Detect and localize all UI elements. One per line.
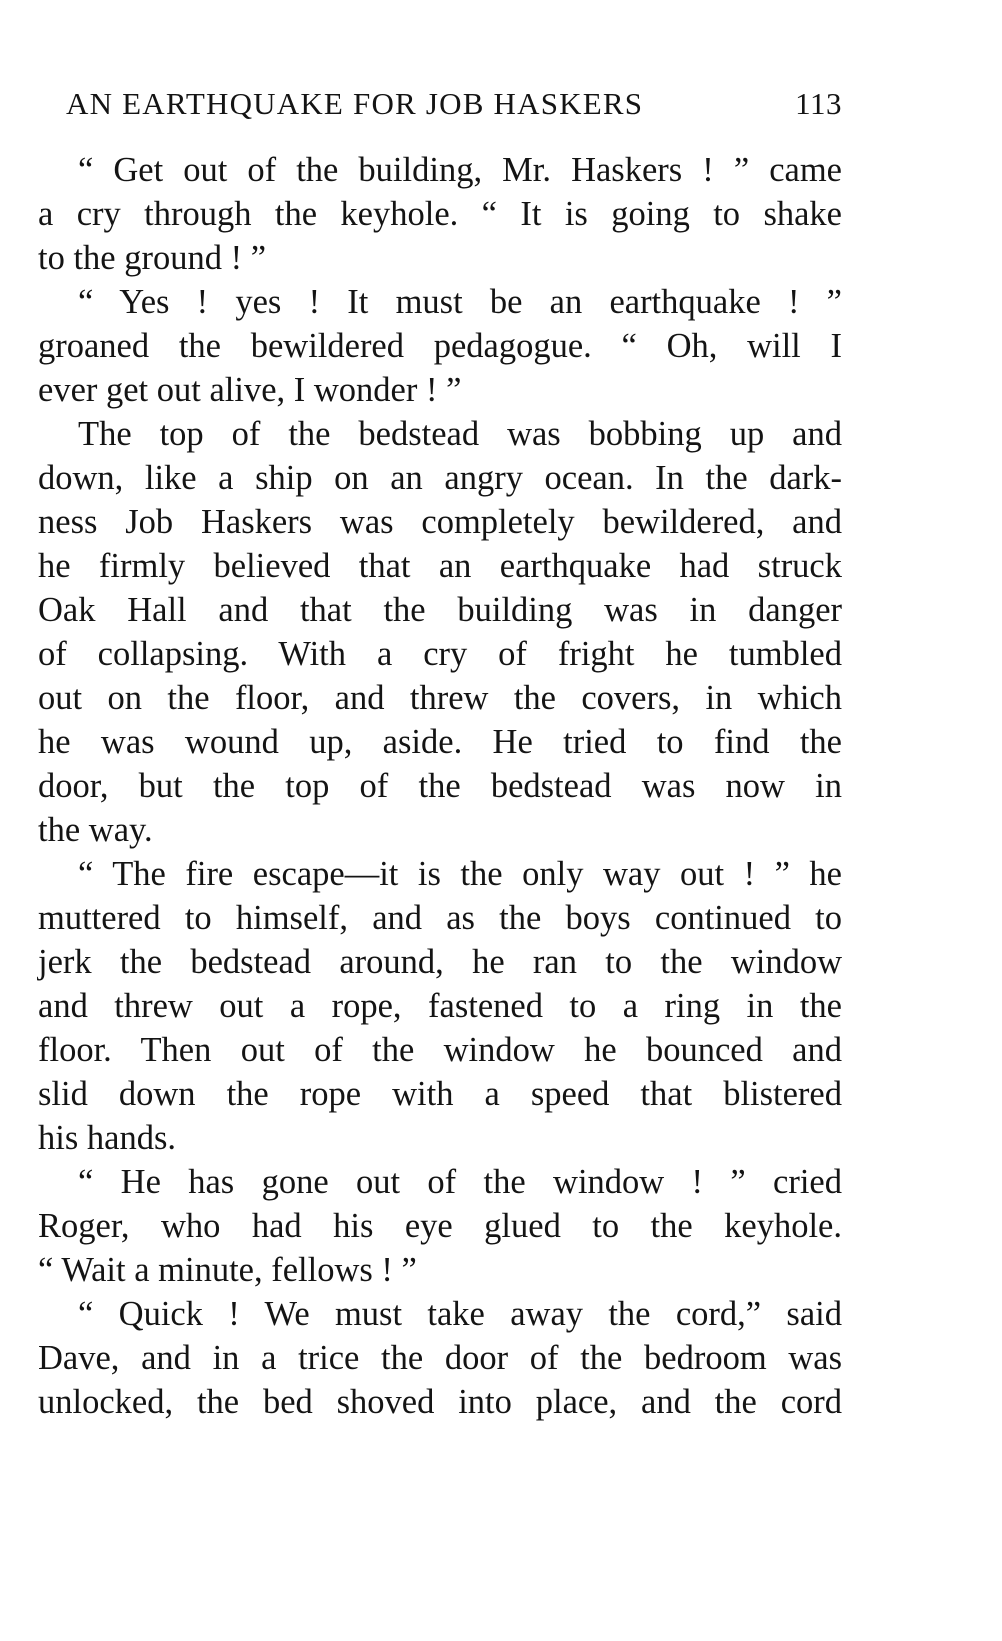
text-line: jerk the bedstead around, he ran to the window (38, 943, 842, 981)
page-number: 113 (795, 86, 842, 121)
paragraph-3 (38, 412, 842, 852)
text-line: “ Wait a minute, fellows ! ” (38, 1251, 417, 1289)
text-line: “ Quick ! We must take away the cord,” said (78, 1295, 842, 1333)
text-line: and threw out a rope, fastened to a ring in the (38, 987, 842, 1025)
paragraph-5 (38, 1160, 842, 1292)
text-line: of collapsing. With a cry of fright he tumbled (38, 635, 842, 673)
text-line: “ Get out of the building, Mr. Haskers ! ” came (78, 151, 842, 189)
paragraph-6 (38, 1292, 842, 1424)
text-line: slid down the rope with a speed that blistered (38, 1075, 842, 1113)
text-line: “ The fire escape—it is the only way out ! ” he (78, 855, 842, 893)
text-line: Oak Hall and that the building was in danger (38, 591, 842, 629)
text-line: floor. Then out of the window he bounced and (38, 1031, 842, 1069)
text-line: his hands. (38, 1119, 176, 1157)
text-line: “ He has gone out of the window ! ” cried (78, 1163, 842, 1201)
text-line: out on the floor, and threw the covers, in which (38, 679, 842, 717)
text-line: ever get out alive, I wonder ! ” (38, 371, 462, 409)
running-head (66, 86, 842, 134)
text-line: “ Yes ! yes ! It must be an earthquake ! ” (78, 283, 842, 321)
text-line: muttered to himself, and as the boys continued to (38, 899, 842, 937)
text-line: to the ground ! ” (38, 239, 267, 277)
paragraph-2 (38, 280, 842, 412)
text-line: the way. (38, 811, 153, 849)
text-line: door, but the top of the bedstead was now in (38, 767, 842, 805)
text-line: ness Job Haskers was completely bewildered, and (38, 503, 842, 541)
paragraph-1 (38, 148, 842, 280)
text-line: he firmly believed that an earthquake had struck (38, 547, 842, 585)
text-line: a cry through the keyhole. “ It is going to shake (38, 195, 842, 233)
text-line: Dave, and in a trice the door of the bedroom was (38, 1339, 842, 1377)
paragraph-4 (38, 852, 842, 1160)
text-line: Roger, who had his eye glued to the keyhole. (38, 1207, 842, 1245)
text-line: he was wound up, aside. He tried to find the (38, 723, 842, 761)
text-line: The top of the bedstead was bobbing up and (78, 415, 842, 453)
text-line: unlocked, the bed shoved into place, and the cord (38, 1383, 842, 1421)
running-title: AN EARTHQUAKE FOR JOB HASKERS (66, 86, 644, 121)
body-text (38, 148, 842, 1424)
text-line: down, like a ship on an angry ocean. In the dark- (38, 459, 842, 497)
text-line: groaned the bewildered pedagogue. “ Oh, will I (38, 327, 842, 365)
